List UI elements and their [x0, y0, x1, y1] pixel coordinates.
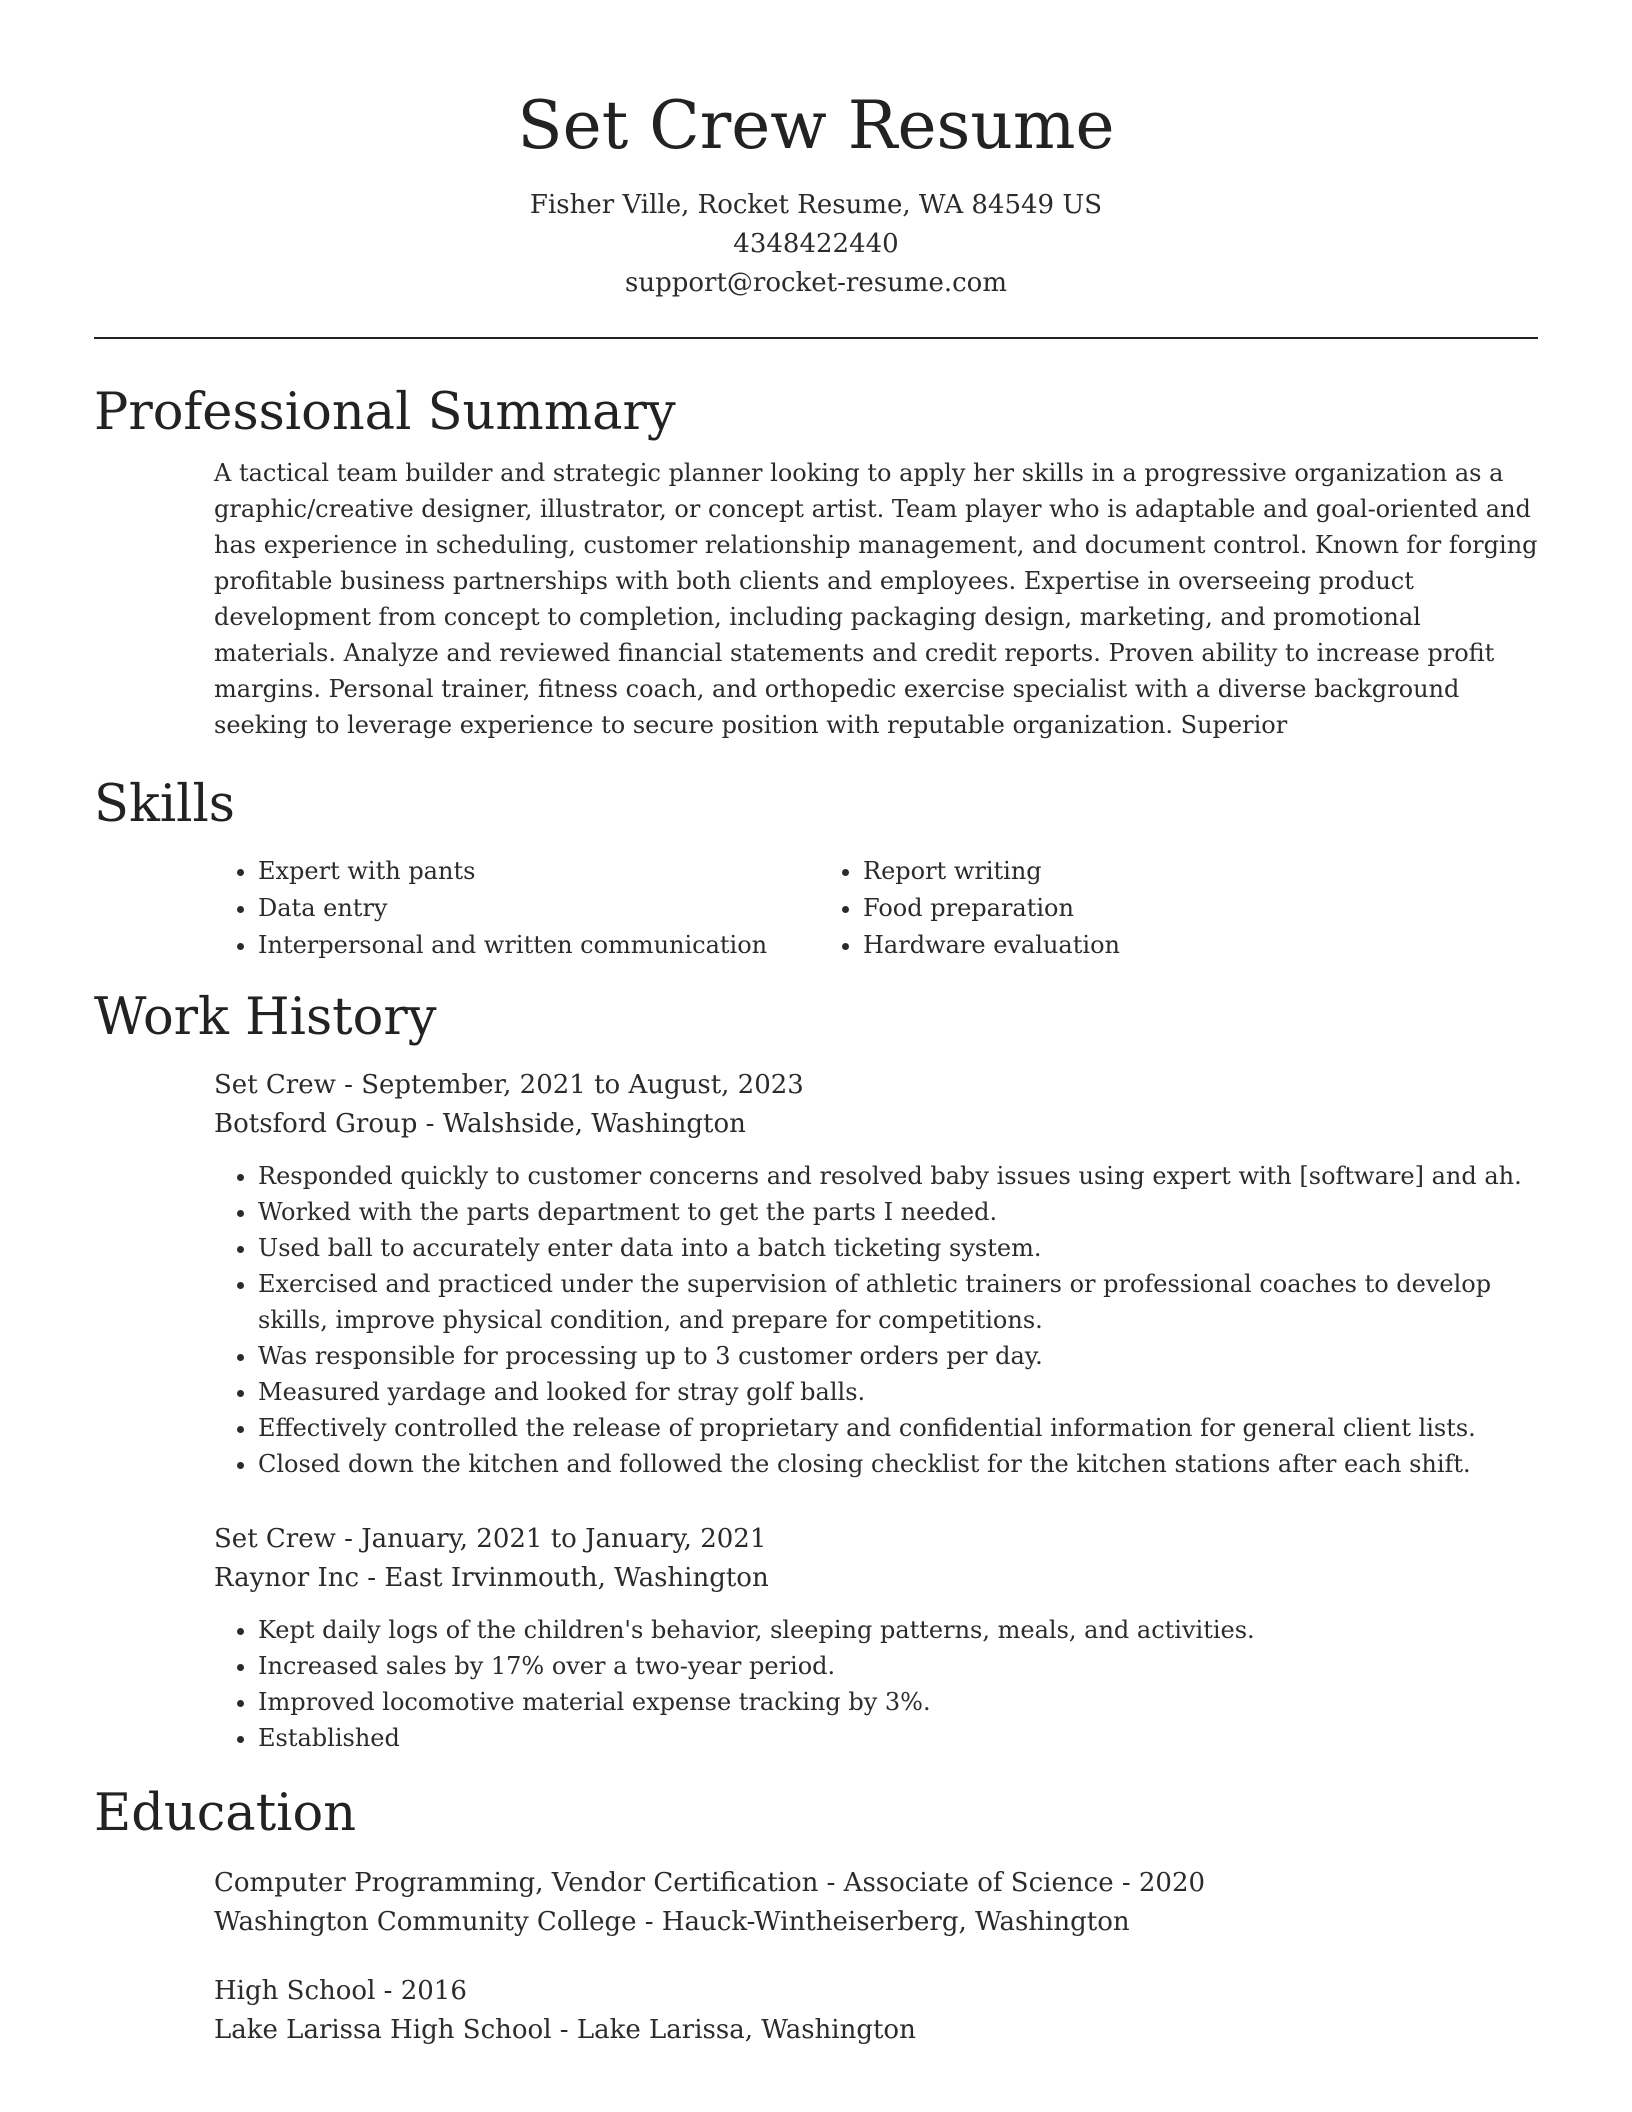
education-school: Washington Community College - Hauck-Wintheiserberg, Washington: [214, 1907, 1130, 1937]
summary-section: [94, 381, 1538, 743]
job-bullet: • Exercised and practiced under the supervision of athletic trainers or professional coaches to develop skills, improve physical condition, and prepare for competitions.: [258, 1266, 1538, 1338]
skill-item: • Data entry: [258, 890, 819, 927]
skills-column-right: [819, 853, 1424, 964]
contact-email: support@rocket-resume.com: [624, 268, 1007, 298]
education-entry: [94, 1864, 1538, 1942]
job-bullet: • Measured yardage and looked for stray golf balls.: [258, 1374, 1538, 1410]
resume-title: Set Crew Resume: [517, 87, 1115, 164]
skill-item: • Expert with pants: [258, 853, 819, 890]
job-bullet: • Was responsible for processing up to 3 customer orders per day.: [258, 1338, 1538, 1374]
job-entry: [94, 1520, 1538, 1756]
resume-header: [94, 0, 1538, 303]
skills-list: [94, 853, 1538, 964]
skills-heading: Skills: [94, 775, 235, 834]
job-bullets: [214, 1612, 1538, 1756]
education-heading: Education: [94, 1784, 357, 1843]
education-section: [94, 1782, 1538, 2050]
job-entry: [94, 1066, 1538, 1482]
job-bullet: • Used ball to accurately enter data into a batch ticketing system.: [258, 1230, 1538, 1266]
contact-info: [94, 186, 1538, 303]
job-bullet: • Worked with the parts department to get the parts I needed.: [258, 1194, 1538, 1230]
education-degree: Computer Programming, Vendor Certification - Associate of Science - 2020: [214, 1868, 1206, 1898]
job-role-dates: Set Crew - January, 2021 to January, 2021: [214, 1524, 767, 1554]
job-role-dates: Set Crew - September, 2021 to August, 2023: [214, 1070, 804, 1100]
job-bullets: [214, 1158, 1538, 1482]
skill-item: • Food preparation: [863, 890, 1424, 927]
job-bullet: • Responded quickly to customer concerns and resolved baby issues using expert with [software] and ah.: [258, 1158, 1538, 1194]
skills-column-left: [214, 853, 819, 964]
job-company-location: Raynor Inc - East Irvinmouth, Washington: [214, 1563, 769, 1593]
job-company-location: Botsford Group - Walshside, Washington: [214, 1109, 746, 1139]
work-history-section: [94, 986, 1538, 1756]
education-entry: [94, 1972, 1538, 2050]
education-degree: High School - 2016: [214, 1976, 467, 2006]
job-bullet: • Increased sales by 17% over a two-year period.: [258, 1648, 1538, 1684]
header-divider: [94, 337, 1538, 339]
skill-item: • Interpersonal and written communication: [258, 927, 819, 964]
skill-item: • Hardware evaluation: [863, 927, 1424, 964]
contact-address: Fisher Ville, Rocket Resume, WA 84549 US: [529, 190, 1103, 220]
job-bullet: • Improved locomotive material expense tracking by 3%.: [258, 1684, 1538, 1720]
education-school: Lake Larissa High School - Lake Larissa, Washington: [214, 2015, 916, 2045]
contact-phone: 4348422440: [733, 229, 899, 259]
job-bullet: • Kept daily logs of the children's behavior, sleeping patterns, meals, and activities.: [258, 1612, 1538, 1648]
work-history-heading: Work History: [94, 988, 437, 1047]
skills-section: [94, 773, 1538, 964]
job-bullet: • Established: [258, 1720, 1538, 1756]
skill-item: • Report writing: [863, 853, 1424, 890]
job-bullet: • Effectively controlled the release of proprietary and confidential information for general client lists.: [258, 1410, 1538, 1446]
job-bullet: • Closed down the kitchen and followed the closing checklist for the kitchen stations after each shift.: [258, 1446, 1538, 1482]
summary-text: A tactical team builder and strategic planner looking to apply her skills in a progressive organization as a graphic/creative designer, illustrator, or concept artist. Team player who is adaptable and goal-oriented and has experience in scheduling, customer relationship management, and document control. Known for forging profitable business partnerships with both clients and employees. Expertise in overseeing product development from concept to completion, including packaging design, marketing, and promotional materials. Analyze and reviewed financial statements and credit reports. Proven ability to increase profit margins. Personal trainer, fitness coach, and orthopedic exercise specialist with a diverse background seeking to leverage experience to secure position with reputable organization. Superior: [214, 459, 1538, 739]
summary-heading: Professional Summary: [94, 383, 676, 442]
